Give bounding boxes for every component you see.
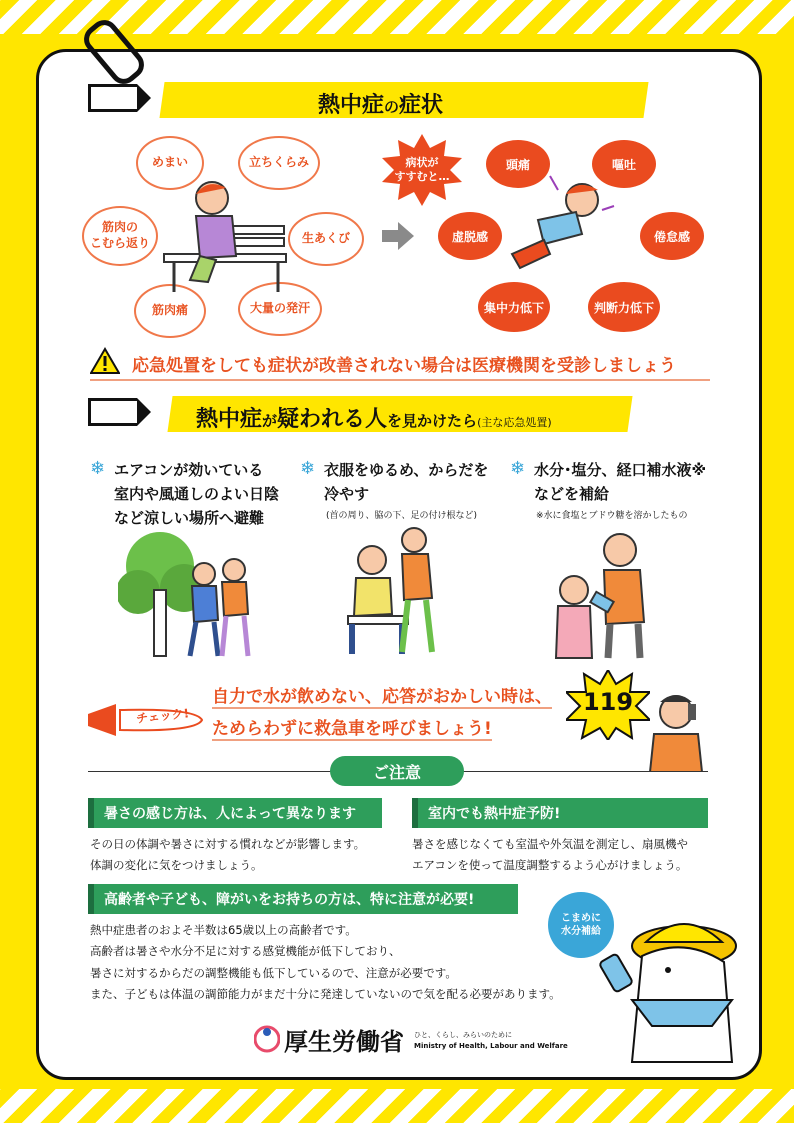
top-stripe-border bbox=[0, 0, 794, 34]
section-title-symptoms: 熱中症の症状 bbox=[318, 93, 444, 118]
ministry-tagline: ひと、くらし、みらいのために bbox=[414, 1031, 512, 1039]
severe-symptom-bubble: 虚脱感 bbox=[438, 212, 502, 260]
first-aid-note: (首の周り、脇の下、足の付け根など) bbox=[326, 511, 478, 521]
symptom-bubble: 生あくび bbox=[288, 212, 364, 266]
collapsed-person-illustration bbox=[498, 170, 618, 280]
ministry-logo-icon bbox=[254, 1024, 280, 1054]
section-title-first-aid: 熱中症が疑われる人を見かけたら(主な応急処置) bbox=[196, 407, 552, 432]
shade-evacuation-illustration bbox=[118, 530, 268, 660]
severe-symptom-bubble: 集中力低下 bbox=[478, 282, 550, 332]
note-heading: 高齢者や子ども、障がいをお持ちの方は、特に注意が必要! bbox=[88, 884, 518, 914]
first-aid-note: ※水に食塩とブドウ糖を溶かしたもの bbox=[536, 511, 688, 521]
phone-caller-illustration bbox=[640, 690, 710, 772]
first-aid-action: 衣服をゆるめ、からだを 冷やす bbox=[324, 461, 489, 503]
severe-symptom-bubble: 頭痛 bbox=[486, 140, 550, 188]
severe-symptom-bubble: 嘔吐 bbox=[592, 140, 656, 188]
snowflake-icon: ❄ bbox=[300, 458, 316, 479]
cooling-body-illustration bbox=[342, 524, 452, 658]
warning-icon bbox=[90, 347, 120, 375]
symptom-bubble: 筋肉痛 bbox=[134, 284, 206, 338]
bottom-stripe-border bbox=[0, 1089, 794, 1123]
progress-label: 病状が すすむと… bbox=[394, 156, 450, 183]
note-body: 熱中症患者のおよそ半数は65歳以上の高齢者です。 高齢者は暑さや水分不足に対する感覚機能が低下しており、 暑さに対するからだの調整機能も低下しているので、注意が必要です。 また、子どもは体温の調節能力がまだ十分に発達していないので気を配る必要があります。 bbox=[90, 923, 561, 1001]
highlighter-icon bbox=[88, 84, 137, 112]
emergency-instruction-line1: 自力で水が飲めない、応答がおかしい時は、 bbox=[212, 682, 552, 709]
notes-title: ご注意 bbox=[330, 756, 464, 786]
person-on-bench-illustration bbox=[160, 176, 290, 296]
emergency-instruction-line2: ためらわずに救急車を呼びましょう! bbox=[212, 714, 492, 741]
mascot-speech-bubble: こまめに 水分補給 bbox=[548, 892, 614, 958]
symptom-bubble: 筋肉の こむら返り bbox=[82, 206, 158, 266]
arrow-right-icon bbox=[382, 222, 414, 250]
severe-symptom-bubble: 判断力低下 bbox=[588, 282, 660, 332]
ministry-name: 厚生労働省 bbox=[284, 1028, 404, 1056]
symptom-bubble: 立ちくらみ bbox=[238, 136, 320, 190]
warning-message: 応急処置をしても症状が改善されない場合は医療機関を受診しましょう bbox=[90, 347, 710, 381]
symptom-bubble: 大量の発汗 bbox=[238, 282, 322, 336]
hydration-illustration bbox=[548, 526, 660, 660]
check-label: チェック! bbox=[135, 706, 190, 726]
note-heading: 室内でも熱中症予防! bbox=[412, 798, 708, 828]
first-aid-action: エアコンが効いている 室内や風通しのよい日陰 など涼しい場所へ避難 bbox=[114, 461, 280, 527]
polar-bear-mascot-illustration bbox=[592, 906, 742, 1066]
note-body: 暑さを感じなくても室温や外気温を測定し、扇風機や エアコンを使って温度調整するよう心がけましょう。 bbox=[412, 837, 688, 873]
first-aid-action: 水分･塩分、経口補水液※ などを補給 bbox=[534, 461, 707, 503]
ministry-english-name: Ministry of Health, Labour and Welfare bbox=[414, 1042, 568, 1050]
severe-symptom-bubble: 倦怠感 bbox=[640, 212, 704, 260]
symptom-bubble: めまい bbox=[136, 136, 204, 190]
highlighter-icon bbox=[88, 398, 137, 426]
note-body: その日の体調や暑さに対する慣れなどが影響します。 体調の変化に気をつけましょう。 bbox=[90, 837, 366, 873]
emergency-number: 119 bbox=[582, 688, 634, 716]
snowflake-icon: ❄ bbox=[510, 458, 526, 479]
note-heading: 暑さの感じ方は、人によって異なります bbox=[88, 798, 382, 828]
snowflake-icon: ❄ bbox=[90, 458, 106, 479]
